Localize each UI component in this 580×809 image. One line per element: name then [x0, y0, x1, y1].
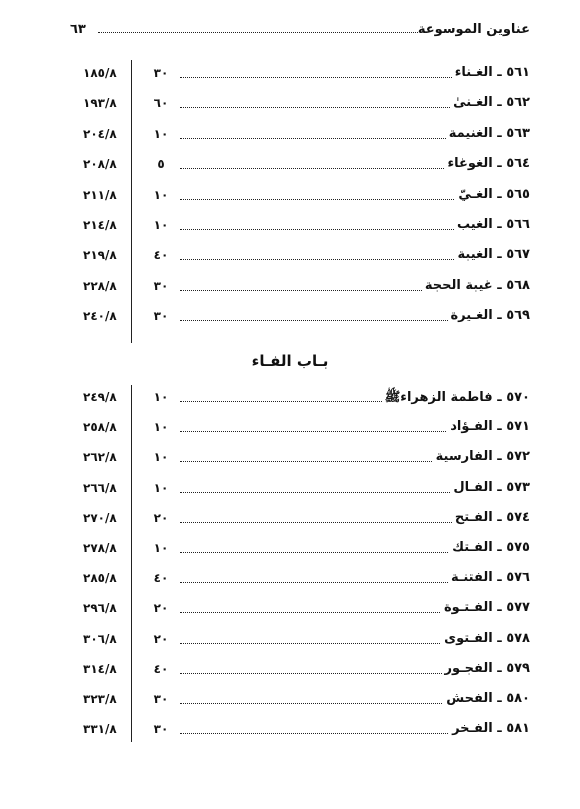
hadith-count: ١٠ [153, 480, 169, 495]
hadith-count: ١٠ [153, 390, 169, 404]
hadith-count: ٥ [157, 157, 165, 172]
section-title: بـاب الفـاء [251, 352, 329, 370]
table-row [0, 246, 580, 266]
entry-title: ٥٦٦ ـ الغيب [454, 217, 530, 232]
table-row [0, 277, 580, 297]
volume-page-ref: ١٩٣/٨ [83, 96, 117, 111]
volume-page-ref: ٢١٩/٨ [83, 248, 117, 263]
table-row [0, 155, 580, 175]
entry-leader [180, 186, 530, 206]
entry-title: ٥٦٨ ـ غيبة الحجة [422, 278, 530, 293]
volume-page-ref: ٢٧٨/٨ [83, 541, 117, 555]
volume-page-ref: ٢٥٨/٨ [83, 420, 117, 435]
volume-page-ref: ٢٠٨/٨ [83, 157, 117, 172]
entry-title: ٥٦٣ ـ الغنيمة [446, 126, 530, 141]
table-row [0, 448, 580, 468]
entry-leader [180, 64, 530, 84]
entry-leader [180, 307, 530, 327]
entry-title: ٥٧٤ ـ الفـتح [452, 510, 530, 525]
entry-title: ٥٨٠ ـ الفحش [443, 691, 530, 706]
hadith-count: ٤٠ [153, 248, 169, 263]
column-separator-bottom [131, 385, 132, 742]
entry-leader [180, 448, 530, 468]
entry-leader [180, 277, 530, 297]
table-row [0, 94, 580, 114]
hadith-count: ٢٠ [153, 601, 169, 616]
volume-page-ref: ٢٠٤/٨ [83, 126, 117, 141]
entry-title: ٥٧١ ـ الفـؤاد [447, 419, 530, 434]
volume-page-ref: ٣١٤/٨ [83, 661, 117, 676]
volume-page-ref: ٢٦٦/٨ [83, 480, 117, 495]
table-row [0, 64, 580, 84]
header-title: عناوين الموسوعة [417, 22, 530, 37]
entry-title: ٥٧٦ ـ الفتنـة [448, 570, 530, 585]
table-row [0, 186, 580, 206]
hadith-count: ٢٠ [153, 510, 169, 525]
entry-leader [180, 569, 530, 589]
volume-page-ref: ٣٠٦/٨ [83, 631, 117, 646]
hadith-count: ١٠ [153, 187, 169, 202]
hadith-count: ٣٠ [153, 692, 169, 706]
entry-title: ٥٧٥ ـ الفـتك [449, 540, 530, 555]
table-row [0, 307, 580, 327]
volume-page-ref: ٢٧٠/٨ [83, 510, 117, 525]
volume-page-ref: ٢١١/٨ [83, 187, 117, 202]
table-row [0, 125, 580, 145]
entry-leader [180, 155, 530, 175]
running-header [70, 22, 530, 42]
table-row [0, 539, 580, 559]
entry-title: ٥٧٧ ـ الفـتـوة [441, 600, 530, 615]
volume-page-ref: ٢٢٨/٨ [83, 278, 117, 293]
table-row [0, 630, 580, 650]
table-row [0, 720, 580, 740]
entry-title: ٥٦٤ ـ الغوغاء [444, 156, 530, 171]
entry-leader [180, 125, 530, 145]
entry-leader [180, 599, 530, 619]
entry-leader [180, 509, 530, 529]
entry-title: ٥٧٢ ـ الفارسية [433, 449, 530, 464]
entry-title: ٥٧٨ ـ الفـتوى [441, 631, 530, 646]
table-row [0, 509, 580, 529]
table-row [0, 660, 580, 680]
entry-title: ٥٨١ ـ الفـخر [449, 721, 530, 736]
entry-leader [180, 479, 530, 499]
hadith-count: ٣٠ [153, 309, 169, 324]
hadith-count: ٦٠ [153, 96, 169, 111]
volume-page-ref: ٢٨٥/٨ [83, 571, 117, 586]
entry-leader [180, 94, 530, 114]
entry-leader [180, 630, 530, 650]
entry-title: ٥٦١ ـ الغـناء [452, 65, 530, 80]
volume-page-ref: ١٨٥/٨ [83, 66, 117, 80]
entry-leader [180, 388, 530, 408]
volume-page-ref: ٢١٤/٨ [83, 218, 117, 232]
volume-page-ref: ٢٤٩/٨ [83, 390, 117, 404]
hadith-count: ١٠ [153, 420, 169, 435]
table-row [0, 479, 580, 499]
entry-leader [180, 539, 530, 559]
hadith-count: ٣٠ [153, 278, 169, 293]
volume-page-ref: ٢٤٠/٨ [83, 309, 117, 324]
entry-title: ٥٧٣ ـ الفـال [450, 480, 530, 495]
hadith-count: ٣٠ [153, 722, 169, 737]
volume-page-ref: ٢٦٢/٨ [83, 450, 117, 465]
entry-title: ٥٦٧ ـ الغيبة [455, 247, 530, 262]
table-row [0, 690, 580, 710]
table-row [0, 216, 580, 236]
entry-title: ٥٦٩ ـ الغـيرة [448, 308, 531, 323]
table-row [0, 569, 580, 589]
hadith-count: ١٠ [153, 450, 169, 465]
entry-leader [180, 720, 530, 740]
entry-leader [180, 660, 530, 680]
hadith-count: ٣٠ [153, 66, 169, 80]
hadith-count: ١٠ [153, 541, 169, 555]
entry-leader [180, 246, 530, 266]
entry-leader [180, 690, 530, 710]
entry-title: ٥٧٩ ـ الفجـور [442, 661, 530, 676]
page-number: ٦٣ [70, 22, 86, 37]
volume-page-ref: ٣٢٣/٨ [83, 692, 117, 706]
volume-page-ref: ٣٣١/٨ [83, 722, 117, 737]
hadith-count: ٤٠ [153, 571, 169, 586]
volume-page-ref: ٢٩٦/٨ [83, 601, 117, 616]
table-row [0, 388, 580, 408]
entry-title: ٥٦٥ ـ الغـيّ [455, 187, 530, 202]
entry-title: ٥٧٠ ـ فاطمة الزهراءﷺ [382, 389, 530, 408]
entry-title: ٥٦٢ ـ الغـنىٰ [450, 95, 530, 110]
hadith-count: ١٠ [153, 218, 169, 232]
hadith-count: ٤٠ [153, 661, 169, 676]
hadith-count: ١٠ [153, 126, 169, 141]
table-row [0, 599, 580, 619]
entry-leader [180, 216, 530, 236]
hadith-count: ٢٠ [153, 631, 169, 646]
header-leader-dots [98, 32, 418, 33]
entry-leader [180, 418, 530, 438]
table-row [0, 418, 580, 438]
